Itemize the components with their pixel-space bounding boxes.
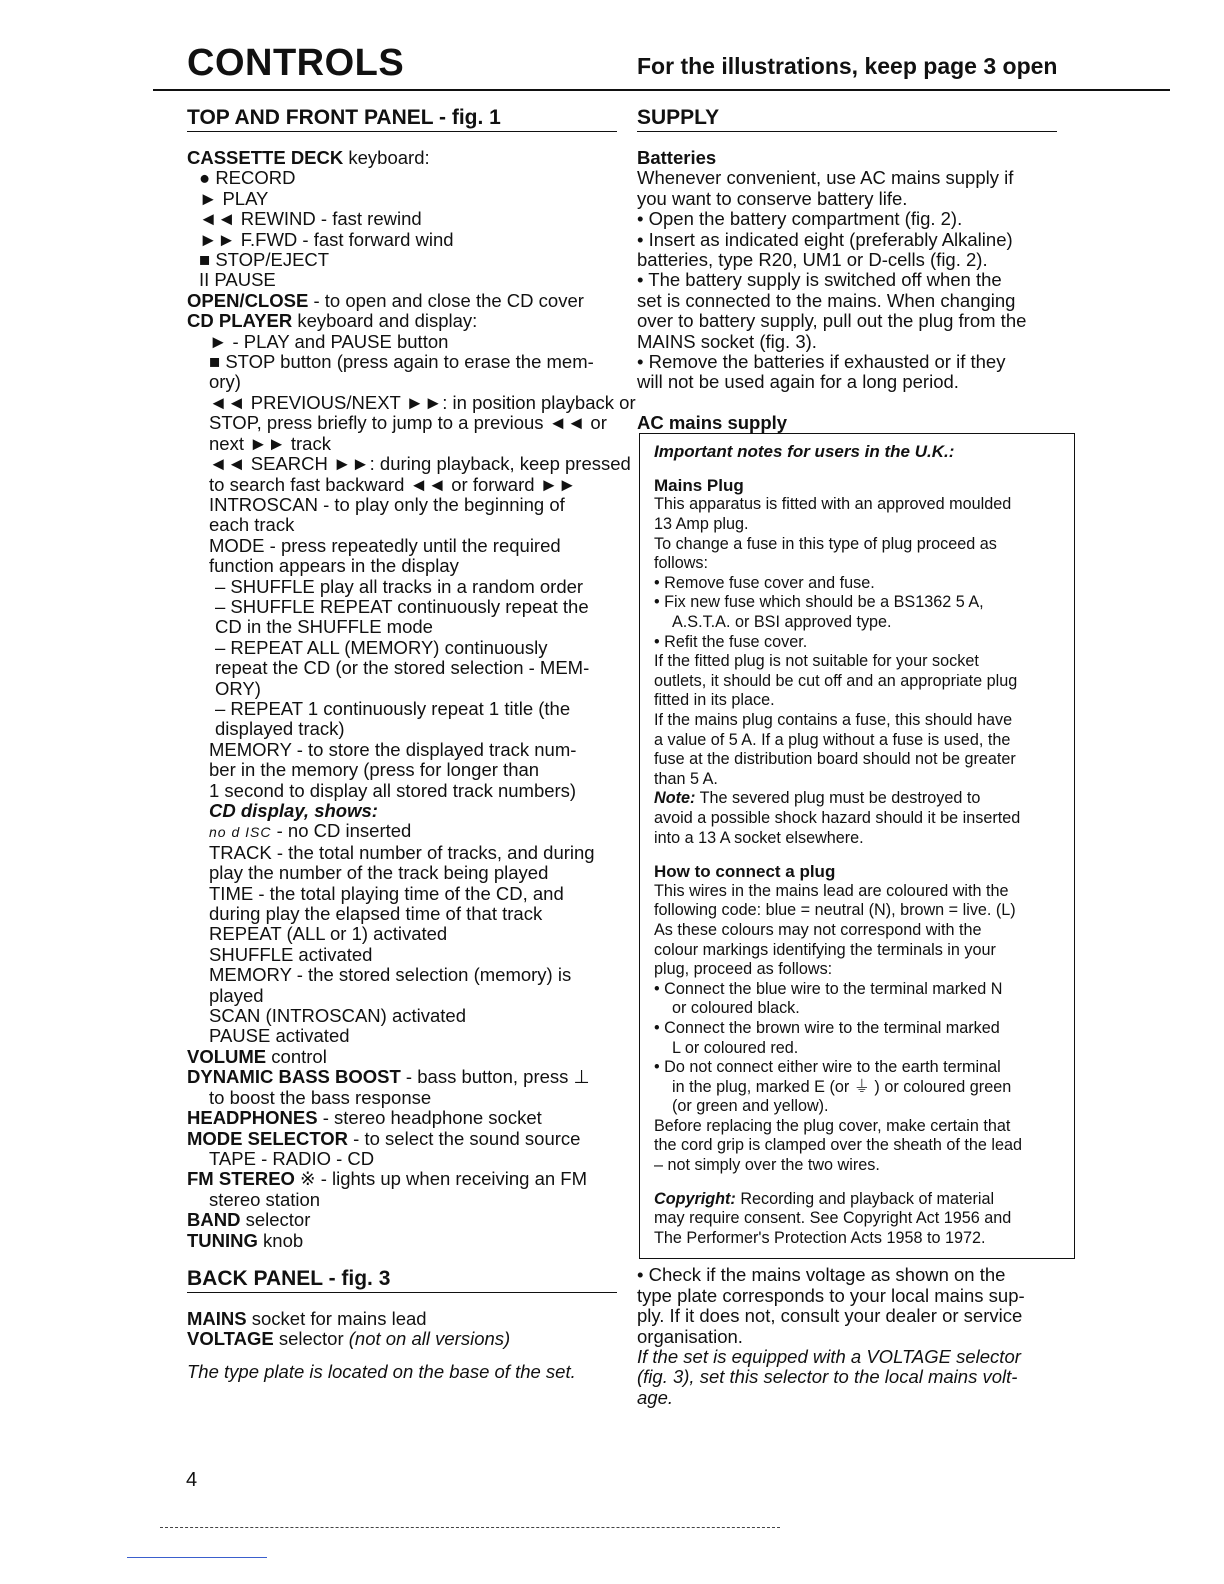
mains-plug-text: To change a fuse in this type of plug proceed as [654,534,997,553]
fm-stereo-label: FM STEREO [187,1168,295,1190]
shuffle-display-item: SHUFFLE activated [209,943,373,965]
voltage-label: VOLTAGE [187,1328,274,1350]
memory-display-item-cont: played [209,984,264,1006]
connect-plug-text: following code: blue = neutral (N), brown = live. (L) [654,901,1016,920]
headphones-line [187,1108,617,1128]
supply-heading: SUPPLY [637,106,1057,132]
cassette-deck-line [187,148,617,168]
voltage-line [187,1329,617,1349]
check-voltage-text: type plate corresponds to your local mains sup- [637,1284,1025,1306]
batteries-text: MAINS socket (fig. 3). [637,330,817,352]
search-item: ◄◄ SEARCH ►►: during playback, keep pressed [209,453,631,475]
batteries-bullet: • Remove the batteries if exhausted or if they [637,351,1006,373]
batteries-text: over to battery supply, pull out the plug from the [637,310,1027,332]
copyright-label: Copyright: [654,1189,736,1208]
repeat-1-item-cont: displayed track) [215,718,345,740]
uk-notice-heading: Important notes for users in the U.K.: [654,442,955,462]
mode-selector-line-cont: TAPE - RADIO - CD [209,1147,375,1169]
mains-text: socket for mains lead [246,1307,427,1329]
no-disc-text: - no CD inserted [271,820,412,842]
no-disc-display-code: no d ISC [209,824,272,841]
mains-plug-text: fitted in its place. [654,691,775,710]
connect-plug-bullet-cont: or coloured black. [672,999,800,1018]
mode-selector-line [187,1129,617,1149]
left-column [187,106,636,1382]
mains-plug-text: This apparatus is fitted with an approved moulded [654,495,1012,514]
connect-plug-bullet-cont: L or coloured red. [672,1038,799,1057]
volume-line [187,1047,617,1067]
mains-plug-bullet: • Fix new fuse which should be a BS1362 5 A, [654,593,984,612]
check-voltage-text: ply. If it does not, consult your dealer or service [637,1305,1023,1327]
cd-stop-item: ■ STOP button (press again to erase the mem- [209,351,594,373]
type-plate-note: The type plate is located on the base of the set. [187,1360,576,1382]
batteries-heading: Batteries [637,147,717,168]
repeat-all-item: – REPEAT ALL (MEMORY) continuously [215,636,548,658]
connect-plug-text: This wires in the mains lead are coloured with the [654,881,1009,900]
note-label: Note: [654,789,696,808]
back-panel-heading: BACK PANEL - fig. 3 [187,1267,617,1293]
prev-next-item: ◄◄ PREVIOUS/NEXT ►►: in position playback or [209,391,636,413]
repeat-display-item: REPEAT (ALL or 1) activated [209,923,448,945]
voltage-selector-note: If the set is equipped with a VOLTAGE selector [637,1346,1021,1368]
cd-display-heading: CD display, shows: [209,800,378,821]
note-text: into a 13 A socket elsewhere. [654,828,864,847]
search-item-cont: to search fast backward ◄◄ or forward ►► [209,473,577,495]
copyright-text: The Performer's Protection Acts 1958 to 1972. [654,1228,986,1247]
mains-plug-text: 13 Amp plug. [654,515,749,534]
shuffle-repeat-item: – SHUFFLE REPEAT continuously repeat the [215,595,589,617]
copyright-text: Recording and playback of material [735,1189,995,1208]
batteries-text: set is connected to the mains. When changing [637,289,1016,311]
batteries-bullet: • The battery supply is switched off when the [637,269,1002,291]
open-close-line [187,291,617,311]
cd-player-label: CD PLAYER [187,310,293,332]
cassette-deck-label: CASSETTE DECK [187,147,344,168]
voltage-text: selector [273,1328,349,1350]
connect-plug-text: Before replacing the plug cover, make certain that [654,1116,1011,1135]
record-item: ● RECORD [199,167,296,189]
band-text: selector [240,1209,311,1231]
mains-label: MAINS [187,1307,247,1329]
dbb-label: DYNAMIC BASS BOOST [187,1066,401,1088]
note-text: avoid a possible shock hazard should it be inserted [654,808,1021,827]
dbb-line-cont: to boost the bass response [209,1086,432,1108]
voltage-selector-note: age. [637,1386,674,1408]
mode-item-cont: function appears in the display [209,555,459,577]
mains-plug-text: If the mains plug contains a fuse, this should have [654,711,1013,729]
footer-blue-line [127,1557,267,1558]
stop-eject-item: ■ STOP/EJECT [199,249,330,271]
volume-text: control [266,1045,327,1067]
dbb-line [187,1067,617,1087]
cassette-deck-text: keyboard: [343,147,430,168]
repeat-1-item: – REPEAT 1 continuously repeat 1 title (the [215,697,571,719]
mains-plug-text: than 5 A. [654,769,718,788]
mains-plug-text: If the fitted plug is not suitable for your socket [654,652,979,671]
tuning-line [187,1231,617,1251]
mains-plug-heading: Mains Plug [654,475,744,495]
no-disc-line [187,821,617,842]
scan-display-item: SCAN (INTROSCAN) activated [209,1005,466,1027]
repeat-all-item-cont: ORY) [215,677,261,699]
page-number: 4 [186,1469,198,1491]
copyright-text: may require consent. See Copyright Act 1956 and [654,1209,1012,1228]
prev-next-item-cont: STOP, press briefly to jump to a previous ◄◄ or [209,412,607,434]
mains-plug-text: follows: [654,554,708,573]
rewind-item: ◄◄ REWIND - fast rewind [199,208,422,230]
shuffle-item: – SHUFFLE play all tracks in a random order [215,575,584,597]
page-subtitle: For the illustrations, keep page 3 open [637,53,1058,79]
mains-plug-bullet-cont: A.S.T.A. or BSI approved type. [672,613,892,632]
cd-play-pause-item: ► - PLAY and PAUSE button [209,330,449,352]
ffwd-item: ►► F.FWD - fast forward wind [199,228,454,250]
mode-selector-label: MODE SELECTOR [187,1127,349,1149]
open-close-text: - to open and close the CD cover [308,289,584,311]
ac-mains-heading: AC mains supply [637,411,788,433]
volume-label: VOLUME [187,1045,267,1067]
batteries-bullet: • Insert as indicated eight (preferably Alkaline) [637,228,1013,250]
connect-plug-text: – not simply over the two wires. [654,1156,880,1175]
check-voltage-text: organisation. [637,1325,743,1347]
top-front-panel-heading: TOP AND FRONT PANEL - fig. 1 [187,106,617,132]
connect-plug-bullet: • Do not connect either wire to the earth terminal [654,1058,1001,1077]
page-title: CONTROLS [187,42,405,84]
memory-item-cont: ber in the memory (press for longer than [209,759,540,781]
open-close-label: OPEN/CLOSE [187,289,309,311]
mains-plug-bullet: • Remove fuse cover and fuse. [654,573,875,592]
mains-plug-text: outlets, it should be cut off and an appropriate plug [654,671,1018,690]
mains-plug-text: a value of 5 A. If a plug without a fuse is used, the [654,730,1011,749]
play-item: ► PLAY [199,187,269,209]
header-rule [153,89,1170,91]
connect-plug-text: plug, proceed as follows: [654,960,833,979]
connect-plug-text: colour markings identifying the terminals in your [654,940,996,959]
connect-plug-bullet-cont: in the plug, marked E (or ⏚ ) or coloured green [672,1077,1012,1096]
mains-plug-bullet: • Refit the fuse cover. [654,632,808,651]
connect-plug-heading: How to connect a plug [654,862,836,882]
check-voltage-text: • Check if the mains voltage as shown on the [637,1264,1006,1286]
time-display-item: TIME - the total playing time of the CD, and [209,882,564,904]
headphones-label: HEADPHONES [187,1107,318,1129]
tuning-text: knob [257,1229,304,1251]
note-line [654,789,1066,809]
connect-plug-bullet: • Connect the blue wire to the terminal marked N [654,979,1003,998]
dbb-text: - bass button, press ⊥ [400,1066,590,1088]
connect-plug-bullet-cont: (or green and yellow). [672,1097,829,1116]
memory-item: MEMORY - to store the displayed track num- [209,738,577,760]
voltage-selector-note: (fig. 3), set this selector to the local mains volt- [637,1366,1018,1388]
memory-item-cont: 1 second to display all stored track numbers) [209,779,577,801]
batteries-text: you want to conserve battery life. [637,187,908,209]
mains-plug-text: fuse at the distribution board should not be greater [654,750,1016,769]
mode-selector-text: - to select the sound source [348,1127,581,1149]
voltage-note: (not on all versions) [348,1328,511,1350]
connect-plug-text: the cord grip is clamped over the sheath of the lead [654,1136,1023,1155]
track-display-item-cont: play the number of the track being played [209,862,549,884]
fm-stereo-text: ※ - lights up when receiving an FM [294,1168,588,1190]
batteries-bullet: • Open the battery compartment (fig. 2). [637,208,963,230]
cd-stop-item-cont: ory) [209,371,241,393]
band-label: BAND [187,1209,241,1231]
batteries-text: Whenever convenient, use AC mains supply if [637,167,1014,189]
shuffle-repeat-item-cont: CD in the SHUFFLE mode [215,616,433,638]
batteries-text: will not be used again for a long period. [637,371,959,393]
right-column [637,106,1057,1408]
band-line [187,1210,617,1230]
time-display-item-cont: during play the elapsed time of that track [209,903,543,925]
uk-notice-box [639,433,1075,1259]
introscan-item-cont: each track [209,514,295,536]
cd-player-line [187,311,617,331]
connect-plug-text: As these colours may not correspond with the [654,920,982,939]
batteries-text: batteries, type R20, UM1 or D-cells (fig. 2). [637,249,988,271]
mode-item: MODE - press repeatedly until the required [209,534,561,556]
note-text: The severed plug must be destroyed to [695,789,981,808]
fm-stereo-line [187,1169,617,1189]
introscan-item: INTROSCAN - to play only the beginning of [209,493,565,515]
prev-next-item-cont: next ►► track [209,432,331,454]
pause-display-item: PAUSE activated [209,1025,350,1047]
memory-display-item: MEMORY - the stored selection (memory) is [209,964,572,986]
headphones-text: - stereo headphone socket [317,1107,542,1129]
tuning-label: TUNING [187,1229,258,1251]
copyright-line [654,1190,1066,1210]
footer-scan-line [160,1527,780,1528]
fm-stereo-line-cont: stereo station [209,1188,321,1210]
track-display-item: TRACK - the total number of tracks, and during [209,841,595,863]
cd-player-text: keyboard and display: [292,310,478,332]
pause-item: II PAUSE [199,269,276,291]
connect-plug-bullet: • Connect the brown wire to the terminal marked [654,1018,1000,1037]
mains-line [187,1309,617,1329]
repeat-all-item-cont: repeat the CD (or the stored selection - MEM- [215,657,590,679]
